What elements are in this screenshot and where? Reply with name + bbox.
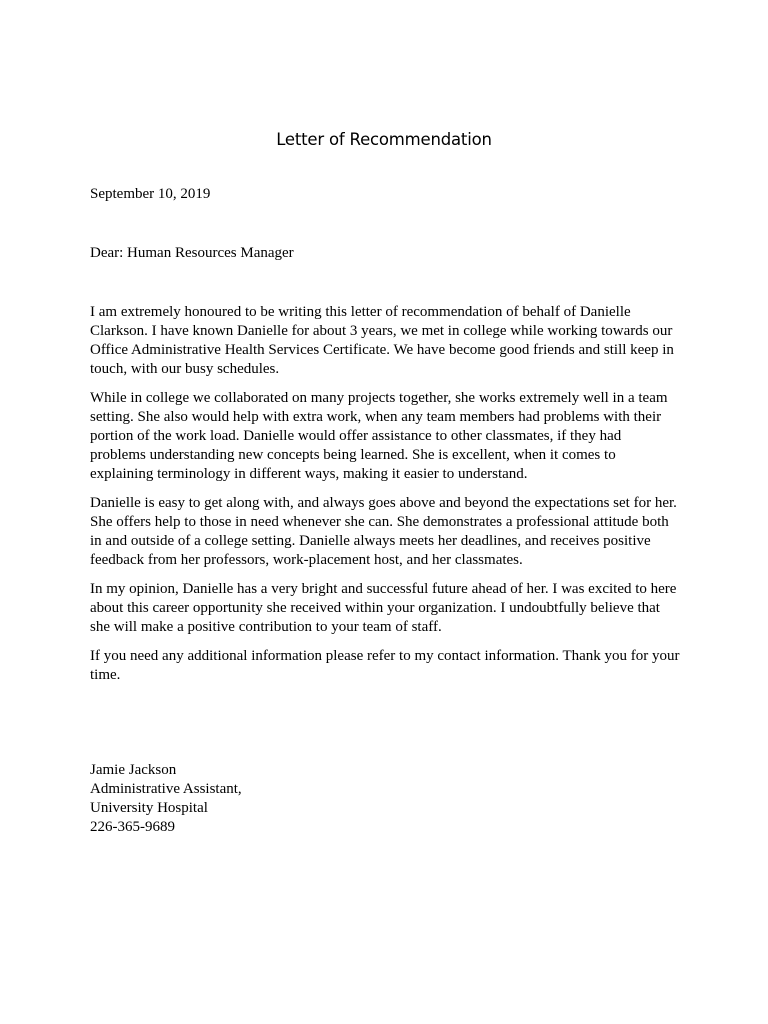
paragraph-intro: I am extremely honoured to be writing this letter of recommendation of behalf of Danielle Clarkson. I have known Danielle for about 3 years, we met in college while working towards our Office Administrative Health Services Certificate. We have become good friends and still keep in touch, with our busy schedules. [90,304,674,377]
paragraph-collaboration: While in college we collaborated on many projects together, she works extremely well in a team setting. She also would help with extra work, when any team members had problems with their portion of the work load. Danielle would offer assistance to other classmates, if they had problems understanding new concepts being learned. She is excellent, when it comes to explaining terminology in different ways, making it easier to understand. [90,390,668,482]
signature-name: Jamie Jackson [90,762,177,778]
signature-block [90,761,680,837]
letter-title: Letter of Recommendation [276,130,492,149]
signature-position: Administrative Assistant, [90,781,242,797]
signature-organization: University Hospital [90,800,208,816]
paragraph-closing: If you need any additional information please refer to my contact information. Thank you for your time. [90,648,680,683]
paragraph-character: Danielle is easy to get along with, and always goes above and beyond the expectations set for her. She offers help to those in need whenever she can. She demonstrates a professional attitude both in and outside of a college setting. Danielle always meets her deadlines, and receives positive feedback from her professors, work-placement host, and her classmates. [90,495,677,568]
letter-date: September 10, 2019 [90,186,211,202]
paragraph-opinion: In my opinion, Danielle has a very bright and successful future ahead of her. I was excited to here about this career opportunity she received within your organization. I undoubtfully believe that she will make a positive contribution to your team of staff. [90,581,677,635]
letter-body [90,303,680,695]
signature-phone: 226-365-9689 [90,819,175,835]
letter-salutation: Dear: Human Resources Manager [90,245,294,261]
